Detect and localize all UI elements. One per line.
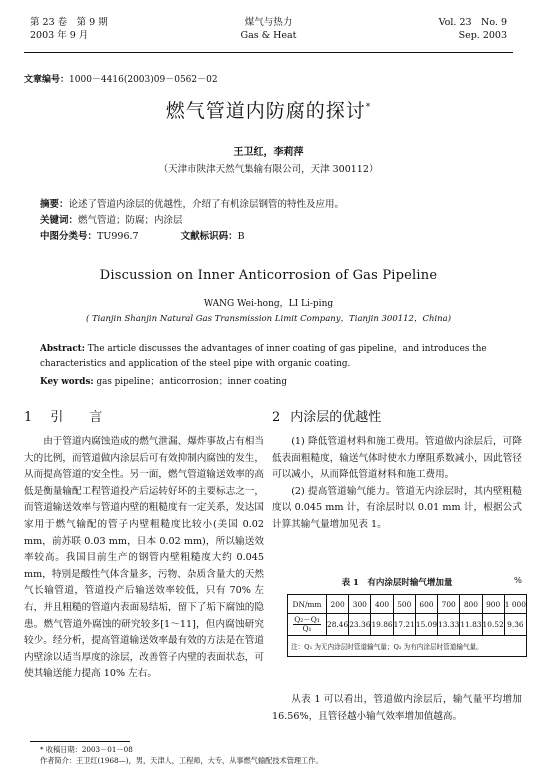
table-caption-text: 表 1 有内涂层时输气增加量	[341, 578, 453, 588]
table-cell: 28.46	[327, 614, 349, 636]
header-vol-no: Vol. 23 No. 9	[438, 17, 507, 28]
intro-paragraph: 由于管道内腐蚀造成的燃气泄漏、爆炸事故占有相当大的比例，而管道做内涂层后可有效抑制内腐蚀的发生，从而提高管道的安全性。另一面，燃气管道输送效率的高低是衡量输配工程管道投产后运转好坏的主要标志之一，而管道输送效率与管道内壁的粗糙度有一定关系，发达国家用于燃气输配的管子内壁粗糙度比较小(美国 0.02 mm，前苏联 0.03 mm，日本 0.02 mm)，所以输送效率较高。我国目前生产的钢管内壁粗糙度大约 0.045 mm，特别是酸性气体含量多，污物、杂质含量大的天然气长输管道，管道投产后输送效率较低，只有 70% 左右，并且粗糙的管道内表面易结垢，留下了垢下腐蚀的隐患。燃气管道外腐蚀的研究较多[1～11]，但内腐蚀研究较少。经分析，提高管道输送效率最有效的方法是在管道内壁涂以适当厚度的涂层，改善管子内壁的表面状态，可使其输送能力提高 10% 左右。	[24, 436, 264, 680]
abstract-text: 论述了管道内涂层的优越性，介绍了有机涂层钢管的特性及应用。	[68, 199, 345, 210]
english-keywords-text: gas pipeline；anticorrosion；inner coating	[93, 377, 287, 387]
paper-title-text: 燃气管道内防腐的探讨	[165, 100, 366, 122]
header-date-en: Sep. 2003	[458, 30, 507, 41]
journal-name-cn: 煤气与热力	[244, 17, 293, 28]
section-number: 2	[272, 410, 281, 425]
abstract-cn	[40, 196, 344, 210]
table-cell: 500	[393, 595, 415, 614]
footnote-author-bio: 作者简介：王卫红(1968—)，男，天津人，工程师，大专，从事燃气输配技术管理工作。	[40, 756, 323, 765]
table-header-cell	[288, 614, 327, 636]
table-unit: %	[513, 576, 522, 586]
english-affiliation: ( Tianjin Shanjin Natural Gas Transmission Limit Company，Tianjin 300112，China)	[85, 314, 452, 324]
table-cell: 10.52	[482, 614, 504, 636]
doc-code-value: B	[237, 231, 245, 242]
english-abstract-text: The article discusses the advantages of inner coating of gas pipeline，and introduces the characteristics and application of the steel pipe with organic coating.	[40, 344, 487, 369]
english-abstract-label: Abstract:	[40, 344, 85, 354]
table-cell: 200	[327, 595, 349, 614]
english-keywords-label: Key words:	[40, 377, 94, 387]
table-cell: 13.33	[438, 614, 460, 636]
table-row	[288, 614, 527, 636]
english-authors: WANG Wei-hong，LI Li-ping	[203, 299, 334, 309]
article-number-value: 1000－4416(2003)09－0562－02	[69, 75, 218, 85]
table-cell: 9.36	[504, 614, 526, 636]
table-cell: 17.21	[393, 614, 415, 636]
table-note: 注：Q₁ 为无内涂层时管道输气量；Q₂ 为有内涂层时管道输气量。	[288, 636, 527, 657]
journal-name-en: Gas & Heat	[240, 30, 297, 41]
ratio-formula	[293, 616, 320, 633]
keywords-cn	[40, 212, 183, 226]
advantage-paragraph-1: (1) 降低管道材料和施工费用。管道做内涂层后，可降低表面粗糙度，输送气体时使水力摩阻系数减小，因此管径可以减小，从而降低管道材料和施工费用。	[272, 436, 522, 481]
table-cell: 15.09	[415, 614, 437, 636]
keywords-label: 关键词：	[40, 215, 79, 226]
advantage-paragraph-3: 从表 1 可以看出，管道做内涂层后，输气量平均增加 16.56%，且管径越小输气效率增加值越高。	[272, 694, 522, 722]
table-row	[288, 595, 527, 614]
table-cell: 19.86	[371, 614, 393, 636]
header-journal-name	[30, 16, 507, 42]
title-footnote-mark: *	[365, 102, 372, 113]
keywords-text: 燃气管道；防腐；内涂层	[78, 215, 183, 226]
gas-increase-table	[287, 594, 527, 657]
section-title: 内涂层的优越性	[290, 410, 382, 425]
right-column	[272, 434, 522, 534]
classification-cn	[40, 228, 245, 242]
table-cell: 800	[460, 595, 482, 614]
table-cell: 11.83	[460, 614, 482, 636]
article-number: 文章编号：1000－4416(2003)09－0562－02	[24, 75, 218, 85]
formula-denominator: Q₁	[302, 624, 312, 633]
english-title: Discussion on Inner Anticorrosion of Gas Pipeline	[99, 268, 438, 283]
abstract-label: 摘要：	[40, 199, 69, 210]
header-divider	[24, 52, 513, 53]
footnote-divider	[30, 741, 130, 742]
table-caption	[292, 576, 522, 588]
footnote-received-date: * 收稿日期：2003－01－08	[40, 745, 133, 754]
article-number-label: 文章编号	[24, 75, 61, 85]
left-column	[24, 434, 264, 683]
running-header	[30, 16, 507, 50]
right-column-continued	[272, 692, 522, 725]
table-cell: 400	[371, 595, 393, 614]
english-abstract	[40, 342, 497, 372]
table-cell: 600	[415, 595, 437, 614]
section-heading-intro	[24, 406, 102, 425]
table-cell: 1 000	[504, 595, 526, 614]
table-header-cell: DN/mm	[288, 595, 327, 614]
table-cell: 23.36	[349, 614, 371, 636]
section-heading-advantages	[272, 406, 381, 425]
english-keywords	[40, 374, 287, 387]
table-cell: 700	[438, 595, 460, 614]
table-row	[288, 636, 527, 657]
paper-title	[0, 96, 537, 123]
clc-label: 中图分类号：	[40, 231, 98, 242]
table-cell: 300	[349, 595, 371, 614]
affiliation: （天津市陕津天然气集输有限公司，天津 300112）	[158, 164, 379, 175]
formula-numerator: Q₂－Q₁	[294, 615, 320, 624]
header-volume-en	[439, 16, 507, 42]
section-title: 引 言	[50, 410, 103, 425]
header-volume: 第 23 卷 第 9 期	[30, 17, 108, 28]
table-cell: 900	[482, 595, 504, 614]
clc-value: TU996.7	[97, 231, 139, 242]
advantage-paragraph-2: (2) 提高管道输气能力。管道无内涂层时，其内壁粗糙度以 0.045 mm 计，有涂层时以 0.01 mm 计，根据公式计算其输气量增加见表 1。	[272, 485, 522, 530]
authors: 王卫红，李莉萍	[233, 147, 304, 158]
section-number: 1	[24, 410, 33, 425]
doc-code-label: 文献标识码：	[180, 231, 238, 242]
header-date-cn: 2003 年 9 月	[30, 30, 89, 41]
